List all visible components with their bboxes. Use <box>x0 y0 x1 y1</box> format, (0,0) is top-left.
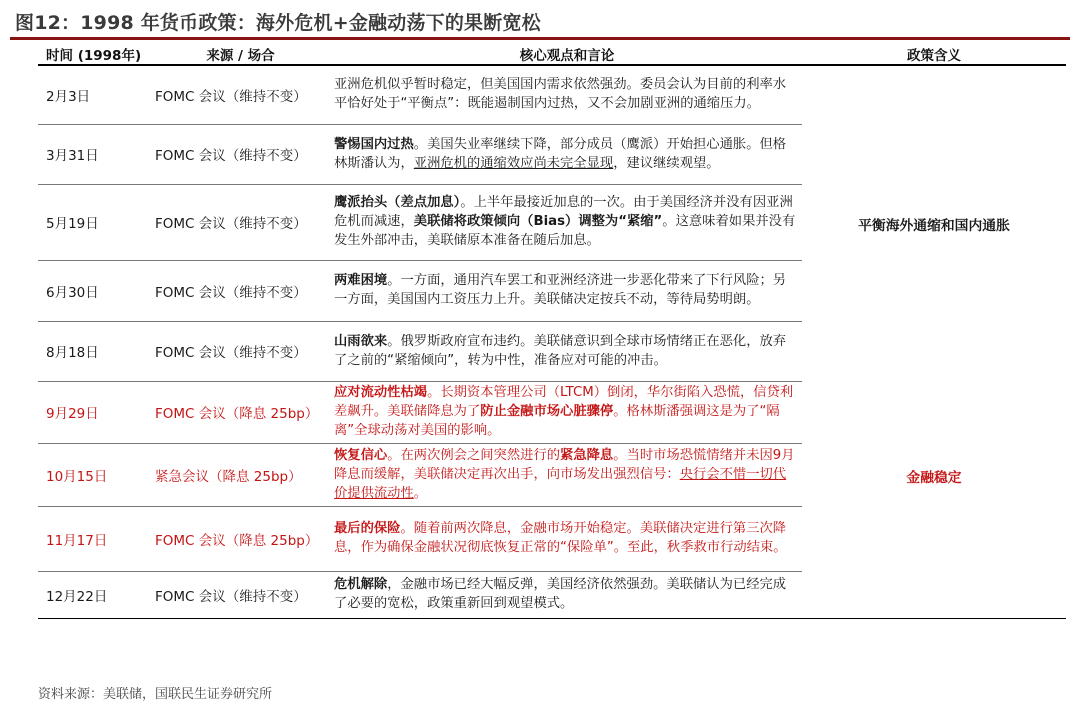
table-row <box>38 381 1066 443</box>
row-date: 3月31日 <box>38 124 149 184</box>
row-date: 10月15日 <box>38 443 149 506</box>
row-source: FOMC 会议（降息 25bp） <box>149 506 332 571</box>
view-text-segment: 。长期资本管理公司（LTCM）倒闭，华尔街陷入恐慌，信贷利差飙升。美联储降息为了 <box>334 385 794 419</box>
row-source: FOMC 会议（维持不变） <box>149 571 332 618</box>
row-view <box>332 321 802 381</box>
view-text-segment: ，金融市场已经大幅反弹，美国经济依然强劲。美联储认为已经完成了必要的宽松，政策重新回到观望模式。 <box>334 577 787 611</box>
row-date: 6月30日 <box>38 260 149 321</box>
view-text-segment: 危机解除 <box>334 577 388 592</box>
view-text-segment: 。上半年最接近加息的一次。由于美国经济并没有因亚洲危机而减速， <box>334 195 793 229</box>
row-view <box>332 571 802 618</box>
row-view <box>332 381 802 443</box>
implication-empty <box>802 571 1066 618</box>
header-implication: 政策含义 <box>802 44 1066 65</box>
view-text-segment: 最后的保险 <box>334 521 401 536</box>
implication-financial-stability: 金融稳定 <box>906 470 962 486</box>
view-text-segment: 。 <box>413 485 428 501</box>
row-source: FOMC 会议（维持不变） <box>149 321 332 381</box>
view-text-segment: 亚洲危机似乎暂时稳定，但美国国内需求依然强劲。委员会认为目前的利率水平恰好处于“平衡点”：既能遏制国内过热，又不会加剧亚洲的通缩压力。 <box>334 77 787 112</box>
row-source: FOMC 会议（降息 25bp） <box>149 381 332 443</box>
row-view <box>332 260 802 321</box>
view-text-segment: 防止金融市场心脏骤停 <box>480 404 614 419</box>
row-view <box>332 124 802 184</box>
view-text-segment: 。当时市场恐慌情绪并未因9月降息而缓解，美联储决定再次出手，向市场发出强烈信号： <box>334 447 795 482</box>
implication-balance: 平衡海外通缩和国内通胀 <box>858 217 1010 234</box>
view-text-segment: 应对流动性枯竭 <box>334 385 428 400</box>
view-text-segment: 。格林斯潘强调这是为了“隔离”全球动荡对美国的影响。 <box>334 404 780 438</box>
header-view: 核心观点和言论 <box>332 44 802 65</box>
view-text-segment: 山雨欲来 <box>334 333 388 349</box>
row-date: 5月19日 <box>38 184 149 260</box>
table-body <box>38 65 1066 618</box>
row-view <box>332 184 802 260</box>
view-text-segment: 警惕国内过热 <box>334 136 414 152</box>
view-text-segment: 。美国失业率继续下降，部分成员（鹰派）开始担心通胀。但格林斯潘认为， <box>334 136 787 171</box>
view-text-segment: 央行会不惜一切代价提供流动性 <box>334 466 787 501</box>
row-view <box>332 443 802 506</box>
row-date: 2月3日 <box>46 88 91 105</box>
figure-title: 图12：1998 年货币政策：海外危机+金融动荡下的果断宽松 <box>15 12 541 34</box>
view-text-segment: 鹰派抬头（差点加息） <box>334 195 461 210</box>
view-text-segment: 恢复信心 <box>334 447 388 463</box>
row-view <box>332 65 802 124</box>
table-row <box>38 571 1066 618</box>
view-text-segment: ，建议继续观望。 <box>613 155 720 171</box>
row-date: 9月29日 <box>38 381 149 443</box>
table-header-row <box>38 44 1066 65</box>
row-date: 11月17日 <box>38 506 149 571</box>
source-note: 资料来源：美联储，国联民生证券研究所 <box>38 687 273 702</box>
view-text-segment: 美联储将政策倾向（Bias）调整为“紧缩” <box>413 214 663 229</box>
view-text-segment: 。俄罗斯政府宣布违约。美联储意识到全球市场情绪正在恶化，放弃了之前的“紧缩倾向”，转为中性，准备应对可能的冲击。 <box>334 333 787 368</box>
row-source: FOMC 会议（维持不变） <box>155 88 307 105</box>
row-date: 8月18日 <box>38 321 149 381</box>
view-text-segment: 。一方面，通用汽车罢工和亚洲经济进一步恶化带来了下行风险；另一方面，美国国内工资压力上升。美联储决定按兵不动，等待局势明朗。 <box>334 273 787 307</box>
view-text-segment: 。在两次例会之间突然进行的 <box>387 447 561 463</box>
view-text-segment: 亚洲危机的通缩效应尚未完全显现 <box>413 155 614 171</box>
row-date: 12月22日 <box>38 571 149 618</box>
view-text-segment: 。这意味着如果并没有发生外部冲击，美联储原本准备在随后加息。 <box>334 214 796 248</box>
title-rule <box>10 37 1070 40</box>
header-source: 来源 / 场合 <box>149 44 332 65</box>
table-row <box>38 65 1066 124</box>
header-date: 时间 (1998年) <box>38 44 149 65</box>
view-text-segment: 紧急降息 <box>560 447 614 463</box>
row-source: FOMC 会议（维持不变） <box>149 260 332 321</box>
row-source: FOMC 会议（维持不变） <box>149 124 332 184</box>
view-text-segment: 。随着前两次降息，金融市场开始稳定。美联储决定进行第三次降息，作为确保金融状况彻底恢复正常的“保险单”。至此，秋季救市行动结束。 <box>334 521 787 555</box>
policy-table <box>38 44 1066 619</box>
view-text-segment: 两难困境 <box>334 273 388 288</box>
row-source: FOMC 会议（维持不变） <box>149 184 332 260</box>
row-source: 紧急会议（降息 25bp） <box>149 443 332 506</box>
row-view <box>332 506 802 571</box>
